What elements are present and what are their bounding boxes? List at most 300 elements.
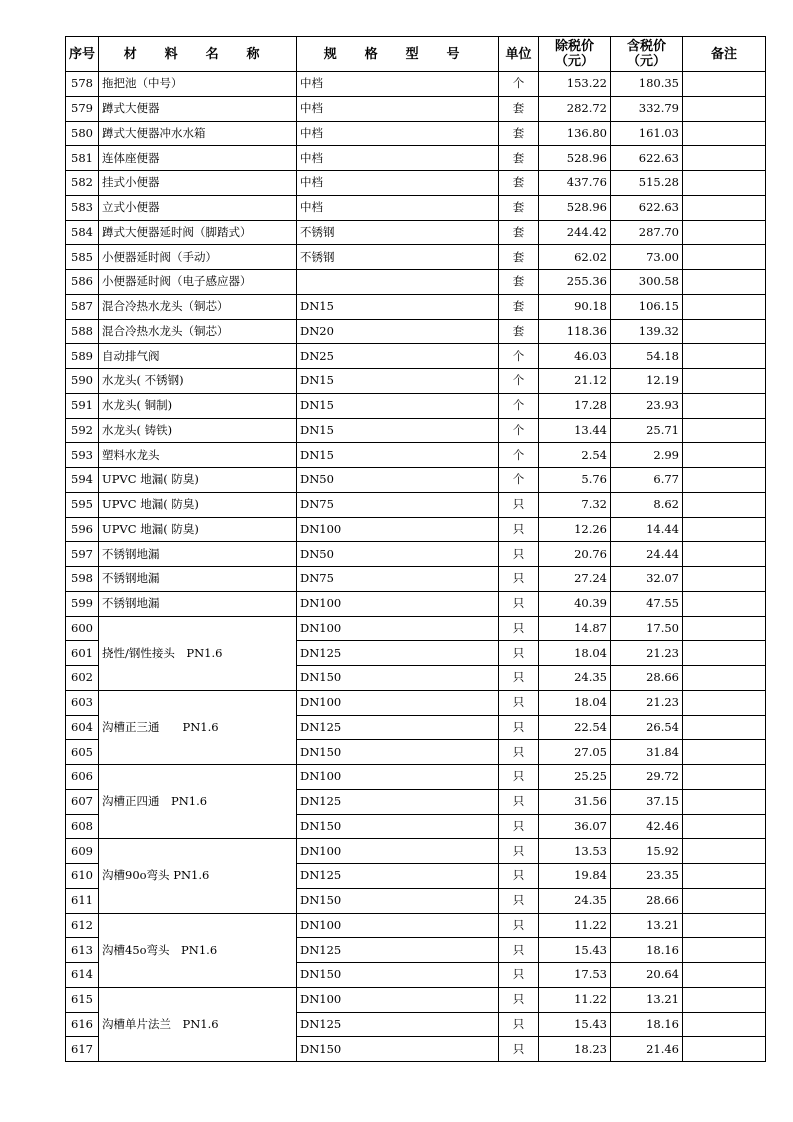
table-row — [66, 765, 766, 790]
unit: 个 — [499, 393, 539, 418]
remark — [683, 270, 766, 295]
spec-model: DN125 — [297, 864, 499, 889]
remark — [683, 418, 766, 443]
row-index: 589 — [66, 344, 99, 369]
price-ex-tax: 19.84 — [539, 864, 611, 889]
row-index: 608 — [66, 814, 99, 839]
spec-model: DN50 — [297, 468, 499, 493]
unit: 套 — [499, 171, 539, 196]
price-inc-tax: 54.18 — [611, 344, 683, 369]
unit: 套 — [499, 319, 539, 344]
material-name: 水龙头( 铜制) — [99, 393, 297, 418]
price-ex-tax: 118.36 — [539, 319, 611, 344]
price-inc-tax: 17.50 — [611, 616, 683, 641]
col-header-remark: 备注 — [683, 37, 766, 72]
spec-model: 中档 — [297, 121, 499, 146]
unit: 套 — [499, 195, 539, 220]
remark — [683, 121, 766, 146]
price-inc-tax: 21.23 — [611, 641, 683, 666]
price-ex-tax: 12.26 — [539, 517, 611, 542]
remark — [683, 72, 766, 97]
row-index: 588 — [66, 319, 99, 344]
price-inc-tax: 42.46 — [611, 814, 683, 839]
price-inc-tax: 23.35 — [611, 864, 683, 889]
unit: 个 — [499, 418, 539, 443]
material-name: 不锈钢地漏 — [99, 567, 297, 592]
table-row — [66, 443, 766, 468]
material-name: 挠性/钢性接头 PN1.6 — [99, 616, 297, 690]
table-row — [66, 96, 766, 121]
remark — [683, 517, 766, 542]
remark — [683, 369, 766, 394]
table-row — [66, 171, 766, 196]
row-index: 582 — [66, 171, 99, 196]
col-header-name-text: 材 料 名 称 — [123, 46, 272, 62]
remark — [683, 765, 766, 790]
spec-model: DN50 — [297, 542, 499, 567]
price-inc-tax-unit: （元） — [626, 54, 666, 69]
remark — [683, 220, 766, 245]
price-inc-tax: 31.84 — [611, 740, 683, 765]
spec-model: 中档 — [297, 195, 499, 220]
price-ex-tax: 11.22 — [539, 913, 611, 938]
unit: 只 — [499, 938, 539, 963]
material-name: 自动排气阀 — [99, 344, 297, 369]
spec-model: DN100 — [297, 839, 499, 864]
price-ex-tax: 25.25 — [539, 765, 611, 790]
material-name: 不锈钢地漏 — [99, 591, 297, 616]
price-ex-tax: 31.56 — [539, 789, 611, 814]
row-index: 611 — [66, 888, 99, 913]
price-inc-tax: 622.63 — [611, 146, 683, 171]
row-index: 591 — [66, 393, 99, 418]
unit: 套 — [499, 294, 539, 319]
remark — [683, 591, 766, 616]
price-inc-tax: 622.63 — [611, 195, 683, 220]
col-header-index: 序号 — [66, 37, 99, 72]
price-inc-tax: 37.15 — [611, 789, 683, 814]
price-ex-tax: 90.18 — [539, 294, 611, 319]
spec-model: DN100 — [297, 616, 499, 641]
price-ex-tax: 18.04 — [539, 641, 611, 666]
table-row — [66, 294, 766, 319]
material-name: 立式小便器 — [99, 195, 297, 220]
remark — [683, 641, 766, 666]
remark — [683, 1012, 766, 1037]
material-name: 水龙头( 铸铁) — [99, 418, 297, 443]
price-ex-tax: 11.22 — [539, 987, 611, 1012]
remark — [683, 344, 766, 369]
price-inc-tax: 73.00 — [611, 245, 683, 270]
table-row — [66, 913, 766, 938]
spec-model: DN25 — [297, 344, 499, 369]
price-ex-tax: 7.32 — [539, 492, 611, 517]
price-ex-tax-label: 除税价 — [554, 39, 594, 54]
price-inc-tax: 14.44 — [611, 517, 683, 542]
table-row — [66, 591, 766, 616]
row-index: 606 — [66, 765, 99, 790]
row-index: 594 — [66, 468, 99, 493]
table-row — [66, 567, 766, 592]
spec-model: DN15 — [297, 443, 499, 468]
remark — [683, 789, 766, 814]
spec-model: DN100 — [297, 765, 499, 790]
remark — [683, 443, 766, 468]
table-row — [66, 195, 766, 220]
unit: 只 — [499, 963, 539, 988]
col-header-price-ex-tax — [539, 37, 611, 72]
col-header-name — [99, 37, 297, 72]
price-inc-tax: 24.44 — [611, 542, 683, 567]
price-inc-tax: 106.15 — [611, 294, 683, 319]
unit: 只 — [499, 814, 539, 839]
spec-model: DN125 — [297, 641, 499, 666]
material-name: 挂式小便器 — [99, 171, 297, 196]
unit: 套 — [499, 245, 539, 270]
spec-model: DN100 — [297, 517, 499, 542]
row-index: 579 — [66, 96, 99, 121]
spec-model: DN150 — [297, 1037, 499, 1062]
price-ex-tax: 5.76 — [539, 468, 611, 493]
unit: 个 — [499, 344, 539, 369]
unit: 只 — [499, 987, 539, 1012]
unit: 只 — [499, 567, 539, 592]
spec-model: 不锈钢 — [297, 220, 499, 245]
price-inc-tax: 25.71 — [611, 418, 683, 443]
table-row — [66, 517, 766, 542]
spec-model: DN125 — [297, 938, 499, 963]
price-ex-tax: 36.07 — [539, 814, 611, 839]
price-ex-tax: 282.72 — [539, 96, 611, 121]
spec-model: DN15 — [297, 418, 499, 443]
table-row — [66, 344, 766, 369]
unit: 个 — [499, 468, 539, 493]
table-row — [66, 72, 766, 97]
spec-model: DN100 — [297, 591, 499, 616]
material-name: 蹲式大便器 — [99, 96, 297, 121]
col-header-spec-text: 规 格 型 号 — [323, 46, 472, 62]
price-inc-tax: 32.07 — [611, 567, 683, 592]
price-ex-tax: 13.44 — [539, 418, 611, 443]
row-index: 598 — [66, 567, 99, 592]
row-index: 602 — [66, 666, 99, 691]
unit: 套 — [499, 270, 539, 295]
row-index: 601 — [66, 641, 99, 666]
table-row — [66, 393, 766, 418]
unit: 只 — [499, 517, 539, 542]
price-inc-tax: 20.64 — [611, 963, 683, 988]
price-inc-tax: 180.35 — [611, 72, 683, 97]
table-header-row — [66, 37, 766, 72]
price-ex-tax: 46.03 — [539, 344, 611, 369]
remark — [683, 319, 766, 344]
unit: 套 — [499, 146, 539, 171]
row-index: 593 — [66, 443, 99, 468]
row-index: 590 — [66, 369, 99, 394]
price-inc-tax: 300.58 — [611, 270, 683, 295]
unit: 个 — [499, 369, 539, 394]
material-name: UPVC 地漏( 防臭) — [99, 468, 297, 493]
spec-model: DN15 — [297, 393, 499, 418]
unit: 套 — [499, 96, 539, 121]
material-name: UPVC 地漏( 防臭) — [99, 492, 297, 517]
price-inc-tax: 29.72 — [611, 765, 683, 790]
remark — [683, 171, 766, 196]
price-inc-tax: 8.62 — [611, 492, 683, 517]
price-inc-tax: 18.16 — [611, 1012, 683, 1037]
unit: 只 — [499, 864, 539, 889]
unit: 只 — [499, 765, 539, 790]
spec-model: DN15 — [297, 294, 499, 319]
spec-model: DN125 — [297, 1012, 499, 1037]
row-index: 581 — [66, 146, 99, 171]
price-inc-tax: 12.19 — [611, 369, 683, 394]
remark — [683, 294, 766, 319]
price-ex-tax: 244.42 — [539, 220, 611, 245]
unit: 只 — [499, 789, 539, 814]
spec-model: DN75 — [297, 567, 499, 592]
price-ex-tax: 528.96 — [539, 146, 611, 171]
price-inc-tax: 15.92 — [611, 839, 683, 864]
table-row — [66, 468, 766, 493]
remark — [683, 715, 766, 740]
price-inc-tax: 47.55 — [611, 591, 683, 616]
row-index: 580 — [66, 121, 99, 146]
material-name: 塑料水龙头 — [99, 443, 297, 468]
row-index: 587 — [66, 294, 99, 319]
remark — [683, 913, 766, 938]
material-name: 不锈钢地漏 — [99, 542, 297, 567]
table-row — [66, 492, 766, 517]
price-ex-tax: 153.22 — [539, 72, 611, 97]
table-row — [66, 121, 766, 146]
table-row — [66, 146, 766, 171]
price-inc-tax: 13.21 — [611, 913, 683, 938]
unit: 只 — [499, 888, 539, 913]
spec-model: 中档 — [297, 72, 499, 97]
col-header-spec — [297, 37, 499, 72]
material-name: 蹲式大便器延时阀（脚踏式） — [99, 220, 297, 245]
price-inc-tax: 161.03 — [611, 121, 683, 146]
row-index: 600 — [66, 616, 99, 641]
price-inc-tax: 18.16 — [611, 938, 683, 963]
unit: 个 — [499, 72, 539, 97]
unit: 只 — [499, 591, 539, 616]
row-index: 613 — [66, 938, 99, 963]
remark — [683, 542, 766, 567]
price-ex-tax: 437.76 — [539, 171, 611, 196]
spec-model: DN150 — [297, 888, 499, 913]
price-inc-tax: 28.66 — [611, 666, 683, 691]
spec-model: DN20 — [297, 319, 499, 344]
remark — [683, 666, 766, 691]
unit: 套 — [499, 121, 539, 146]
price-ex-tax: 24.35 — [539, 666, 611, 691]
unit: 只 — [499, 492, 539, 517]
row-index: 592 — [66, 418, 99, 443]
table-row — [66, 270, 766, 295]
price-ex-tax: 18.04 — [539, 690, 611, 715]
price-ex-tax: 22.54 — [539, 715, 611, 740]
remark — [683, 245, 766, 270]
row-index: 605 — [66, 740, 99, 765]
table-row — [66, 542, 766, 567]
row-index: 610 — [66, 864, 99, 889]
price-ex-tax: 528.96 — [539, 195, 611, 220]
spec-model: DN125 — [297, 789, 499, 814]
remark — [683, 616, 766, 641]
remark — [683, 963, 766, 988]
price-inc-tax: 2.99 — [611, 443, 683, 468]
unit: 只 — [499, 690, 539, 715]
row-index: 609 — [66, 839, 99, 864]
price-ex-tax: 2.54 — [539, 443, 611, 468]
material-name: 水龙头( 不锈钢) — [99, 369, 297, 394]
remark — [683, 492, 766, 517]
material-name: 蹲式大便器冲水水箱 — [99, 121, 297, 146]
unit: 只 — [499, 740, 539, 765]
price-inc-tax: 6.77 — [611, 468, 683, 493]
remark — [683, 864, 766, 889]
remark — [683, 468, 766, 493]
spec-model: DN75 — [297, 492, 499, 517]
spec-model: DN125 — [297, 715, 499, 740]
table-row — [66, 987, 766, 1012]
price-inc-tax: 139.32 — [611, 319, 683, 344]
spec-model: 中档 — [297, 146, 499, 171]
remark — [683, 195, 766, 220]
remark — [683, 567, 766, 592]
row-index: 586 — [66, 270, 99, 295]
spec-model — [297, 270, 499, 295]
table-row — [66, 245, 766, 270]
price-inc-tax: 23.93 — [611, 393, 683, 418]
material-name: 沟槽正四通 PN1.6 — [99, 765, 297, 839]
material-name: 沟槽90o弯头 PN1.6 — [99, 839, 297, 913]
row-index: 604 — [66, 715, 99, 740]
spec-model: DN150 — [297, 666, 499, 691]
row-index: 585 — [66, 245, 99, 270]
row-index: 599 — [66, 591, 99, 616]
price-ex-tax: 15.43 — [539, 938, 611, 963]
spec-model: DN100 — [297, 690, 499, 715]
price-inc-tax: 26.54 — [611, 715, 683, 740]
material-name: 沟槽正三通 PN1.6 — [99, 690, 297, 764]
price-ex-tax: 27.05 — [539, 740, 611, 765]
remark — [683, 814, 766, 839]
unit: 套 — [499, 220, 539, 245]
price-inc-tax-label: 含税价 — [626, 39, 666, 54]
price-ex-tax: 18.23 — [539, 1037, 611, 1062]
material-name: 沟槽单片法兰 PN1.6 — [99, 987, 297, 1061]
material-name: UPVC 地漏( 防臭) — [99, 517, 297, 542]
table-row — [66, 369, 766, 394]
price-ex-tax: 24.35 — [539, 888, 611, 913]
price-ex-tax: 27.24 — [539, 567, 611, 592]
row-index: 583 — [66, 195, 99, 220]
unit: 只 — [499, 839, 539, 864]
material-name: 沟槽45o弯头 PN1.6 — [99, 913, 297, 987]
unit: 只 — [499, 641, 539, 666]
unit: 个 — [499, 443, 539, 468]
price-ex-tax: 13.53 — [539, 839, 611, 864]
price-inc-tax: 13.21 — [611, 987, 683, 1012]
spec-model: DN150 — [297, 740, 499, 765]
material-name: 混合冷热水龙头（铜芯） — [99, 294, 297, 319]
price-inc-tax: 21.46 — [611, 1037, 683, 1062]
unit: 只 — [499, 616, 539, 641]
unit: 只 — [499, 715, 539, 740]
remark — [683, 393, 766, 418]
spec-model: DN100 — [297, 913, 499, 938]
price-inc-tax: 515.28 — [611, 171, 683, 196]
spec-model: 中档 — [297, 171, 499, 196]
row-index: 603 — [66, 690, 99, 715]
remark — [683, 146, 766, 171]
spec-model: DN15 — [297, 369, 499, 394]
remark — [683, 938, 766, 963]
price-ex-tax: 255.36 — [539, 270, 611, 295]
row-index: 596 — [66, 517, 99, 542]
remark — [683, 690, 766, 715]
table-row — [66, 418, 766, 443]
row-index: 584 — [66, 220, 99, 245]
row-index: 612 — [66, 913, 99, 938]
unit: 只 — [499, 913, 539, 938]
table-row — [66, 839, 766, 864]
table-body — [66, 72, 766, 1062]
spec-model: 中档 — [297, 96, 499, 121]
row-index: 595 — [66, 492, 99, 517]
spec-model: 不锈钢 — [297, 245, 499, 270]
row-index: 615 — [66, 987, 99, 1012]
table-row — [66, 616, 766, 641]
row-index: 607 — [66, 789, 99, 814]
material-name: 连体座便器 — [99, 146, 297, 171]
col-header-price-inc-tax — [611, 37, 683, 72]
material-name: 混合冷热水龙头（铜芯） — [99, 319, 297, 344]
unit: 只 — [499, 1037, 539, 1062]
table-row — [66, 690, 766, 715]
price-ex-tax: 40.39 — [539, 591, 611, 616]
unit: 只 — [499, 542, 539, 567]
price-inc-tax: 28.66 — [611, 888, 683, 913]
col-header-unit: 单位 — [499, 37, 539, 72]
remark — [683, 1037, 766, 1062]
unit: 只 — [499, 1012, 539, 1037]
material-name: 拖把池（中号） — [99, 72, 297, 97]
price-inc-tax: 287.70 — [611, 220, 683, 245]
price-ex-tax: 15.43 — [539, 1012, 611, 1037]
remark — [683, 987, 766, 1012]
row-index: 597 — [66, 542, 99, 567]
price-ex-tax: 17.53 — [539, 963, 611, 988]
row-index: 617 — [66, 1037, 99, 1062]
price-table — [65, 36, 766, 1062]
spec-model: DN150 — [297, 814, 499, 839]
price-ex-tax: 21.12 — [539, 369, 611, 394]
remark — [683, 888, 766, 913]
price-ex-tax: 17.28 — [539, 393, 611, 418]
row-index: 616 — [66, 1012, 99, 1037]
spec-model: DN100 — [297, 987, 499, 1012]
price-ex-tax: 14.87 — [539, 616, 611, 641]
table-row — [66, 319, 766, 344]
price-ex-tax: 20.76 — [539, 542, 611, 567]
material-name: 小便器延时阀（电子感应器） — [99, 270, 297, 295]
table-row — [66, 220, 766, 245]
row-index: 578 — [66, 72, 99, 97]
